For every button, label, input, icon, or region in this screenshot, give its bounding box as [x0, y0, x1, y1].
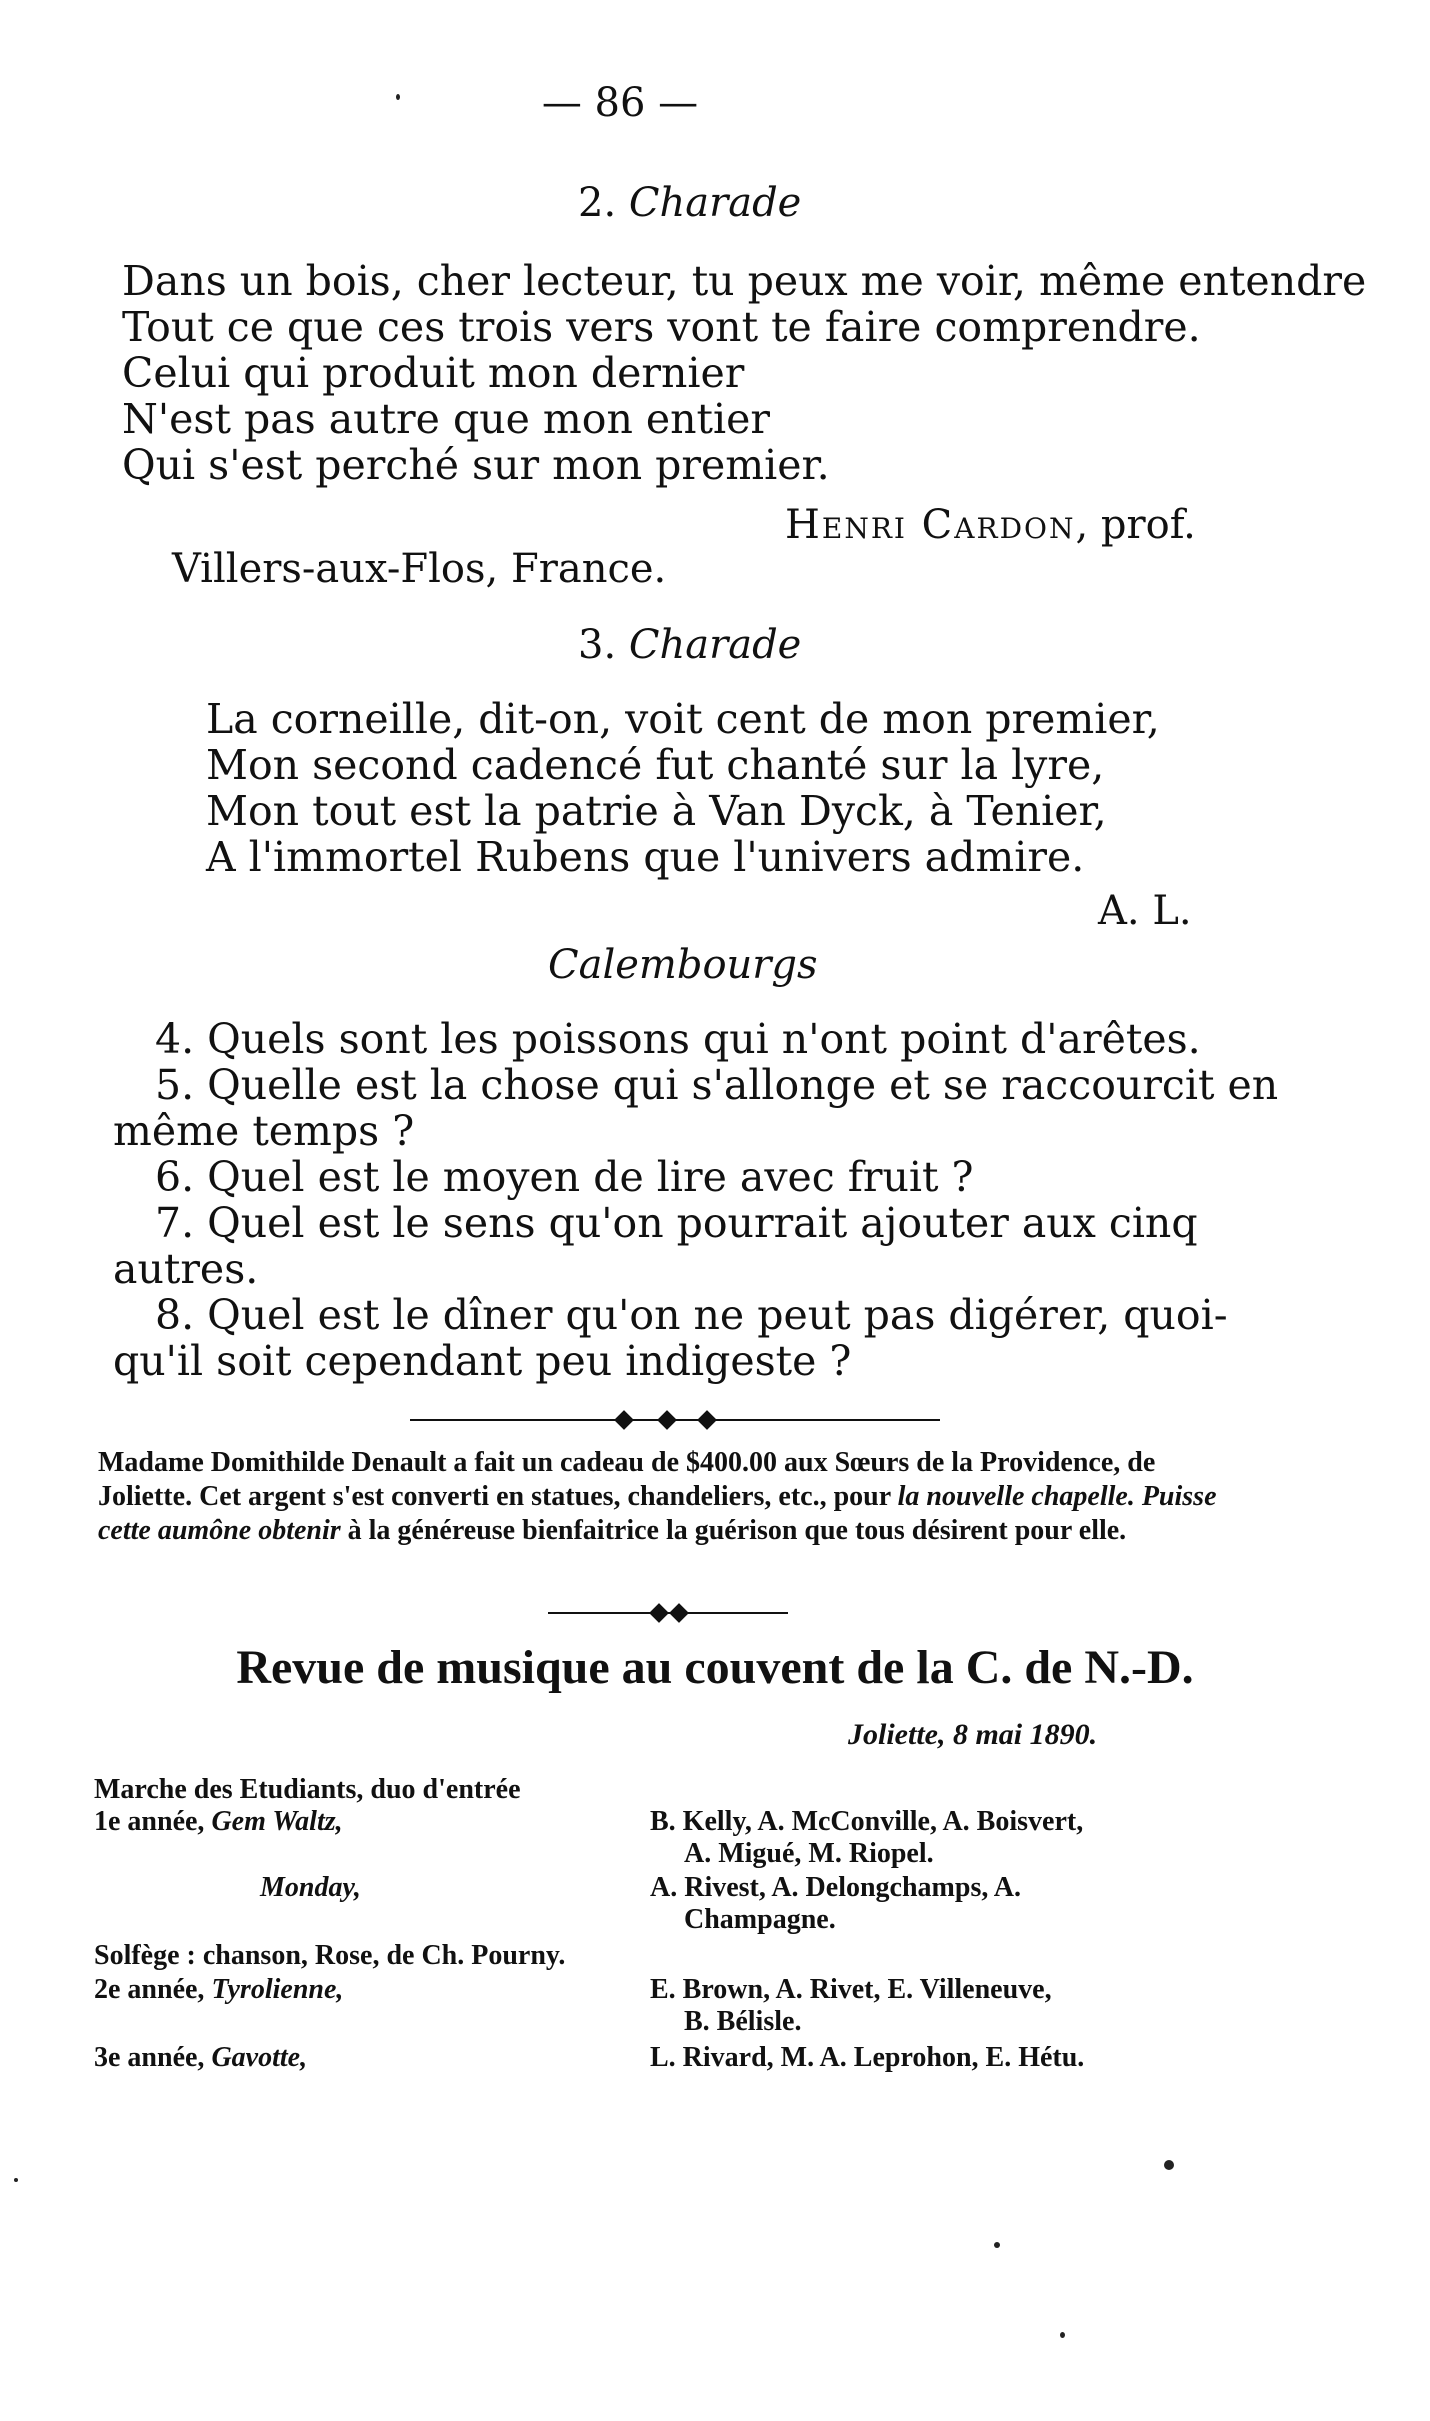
- verse-line: Qui s'est perché sur mon premier.: [122, 441, 830, 489]
- scan-speck: [994, 2242, 1000, 2248]
- revue-place-date: Joliette, 8 mai 1890.: [848, 1718, 1098, 1751]
- page-number: — 86 —: [541, 80, 699, 126]
- program-row: Monday,: [260, 1872, 361, 1903]
- riddle-item: 7. Quel est le sens qu'on pourrait ajouter aux cinq: [155, 1199, 1198, 1247]
- program-row: 2e année, Tyrolienne,: [94, 1974, 344, 2005]
- program-row: Solfège : chanson, Rose, de Ch. Pourny.: [94, 1940, 566, 1971]
- verse-line: Mon second cadencé fut chanté sur la lyre,: [206, 741, 1105, 789]
- verse-line: N'est pas autre que mon entier: [122, 395, 771, 443]
- riddle-item: 8. Quel est le dîner qu'on ne peut pas digérer, quoi-: [155, 1291, 1228, 1339]
- charade-2-title: Charade: [628, 180, 802, 226]
- calembourgs-list: [113, 1016, 1278, 1384]
- verse-line: Tout ce que ces trois vers vont te faire comprendre.: [122, 303, 1201, 351]
- charade-2-author: Henri Cardon: [785, 502, 1076, 548]
- charade-2-heading: [578, 180, 801, 226]
- program-performers: B. Kelly, A. McConville, A. Boisvert,: [650, 1806, 1084, 1837]
- riddle-item: 4. Quels sont les poissons qui n'ont point d'arêtes.: [155, 1015, 1201, 1063]
- charade-2-number: 2.: [578, 180, 617, 226]
- riddle-item-continuation: qu'il soit cependant peu indigeste ?: [113, 1337, 852, 1385]
- calembourgs-title-text: Calembourgs: [548, 942, 818, 988]
- charade-3-number: 3.: [578, 622, 617, 668]
- notice-italic-text: la nouvelle chapelle. Puisse cette aumône obtenir: [98, 1481, 1217, 1546]
- verse-line: A l'immortel Rubens que l'univers admire.: [206, 833, 1085, 881]
- verse-line: Mon tout est la patrie à Van Dyck, à Tenier,: [206, 787, 1107, 835]
- program-performers: A. Rivest, A. Delongchamps, A.: [650, 1872, 1022, 1903]
- charade-2-author-suffix: , prof.: [1075, 502, 1196, 548]
- program-performers: B. Bélisle.: [684, 2006, 802, 2037]
- verse-line: Dans un bois, cher lecteur, tu peux me voir, même entendre: [122, 257, 1367, 305]
- riddle-item-continuation: autres.: [113, 1245, 259, 1293]
- program-performers: L. Rivard, M. A. Leprohon, E. Hétu.: [650, 2042, 1085, 2073]
- program-row: Marche des Etudiants, duo d'entrée: [94, 1774, 521, 1805]
- program-performers: E. Brown, A. Rivet, E. Villeneuve,: [650, 1974, 1052, 2005]
- notice-text-end: à la généreuse bienfaitrice la guérison que tous désirent pour elle.: [340, 1515, 1127, 1546]
- riddle-item: 6. Quel est le moyen de lire avec fruit ?: [155, 1153, 974, 1201]
- scan-speck: [396, 94, 400, 100]
- revue-title: Revue de musique au couvent de la C. de N.-D.: [236, 1641, 1194, 1694]
- notice-text: Madame Domithilde Denault a fait un cadeau de $400.00 aux Sœurs de la Providence, de Joliette. Cet argent s'est converti en statues, chandeliers, etc., pour: [98, 1447, 1156, 1512]
- charade-2-signature: [785, 502, 1196, 548]
- program-row: 1e année, Gem Waltz,: [94, 1806, 343, 1837]
- charade-3-heading: [578, 622, 801, 668]
- verse-line: La corneille, dit-on, voit cent de mon premier,: [206, 695, 1160, 743]
- program-performers: A. Migué, M. Riopel.: [684, 1838, 934, 1869]
- scan-speck: [1060, 2332, 1065, 2338]
- program-row: 3e année, Gavotte,: [94, 2042, 308, 2073]
- riddle-item-continuation: même temps ?: [113, 1107, 415, 1155]
- donation-notice: [98, 1446, 1238, 1548]
- scan-speck: [1164, 2160, 1174, 2170]
- charade-3-title: Charade: [628, 622, 802, 668]
- program-performers: Champagne.: [684, 1904, 836, 1935]
- charade-3-verse: [206, 696, 1160, 880]
- riddle-item: 5. Quelle est la chose qui s'allonge et se raccourcit en: [155, 1061, 1279, 1109]
- charade-3-author: A. L.: [1098, 888, 1192, 934]
- charade-2-verse: [122, 258, 1366, 488]
- calembourgs-title: [548, 942, 818, 988]
- verse-line: Celui qui produit mon dernier: [122, 349, 745, 397]
- scan-speck: [14, 2178, 18, 2182]
- charade-2-place: Villers-aux-Flos, France.: [172, 546, 667, 592]
